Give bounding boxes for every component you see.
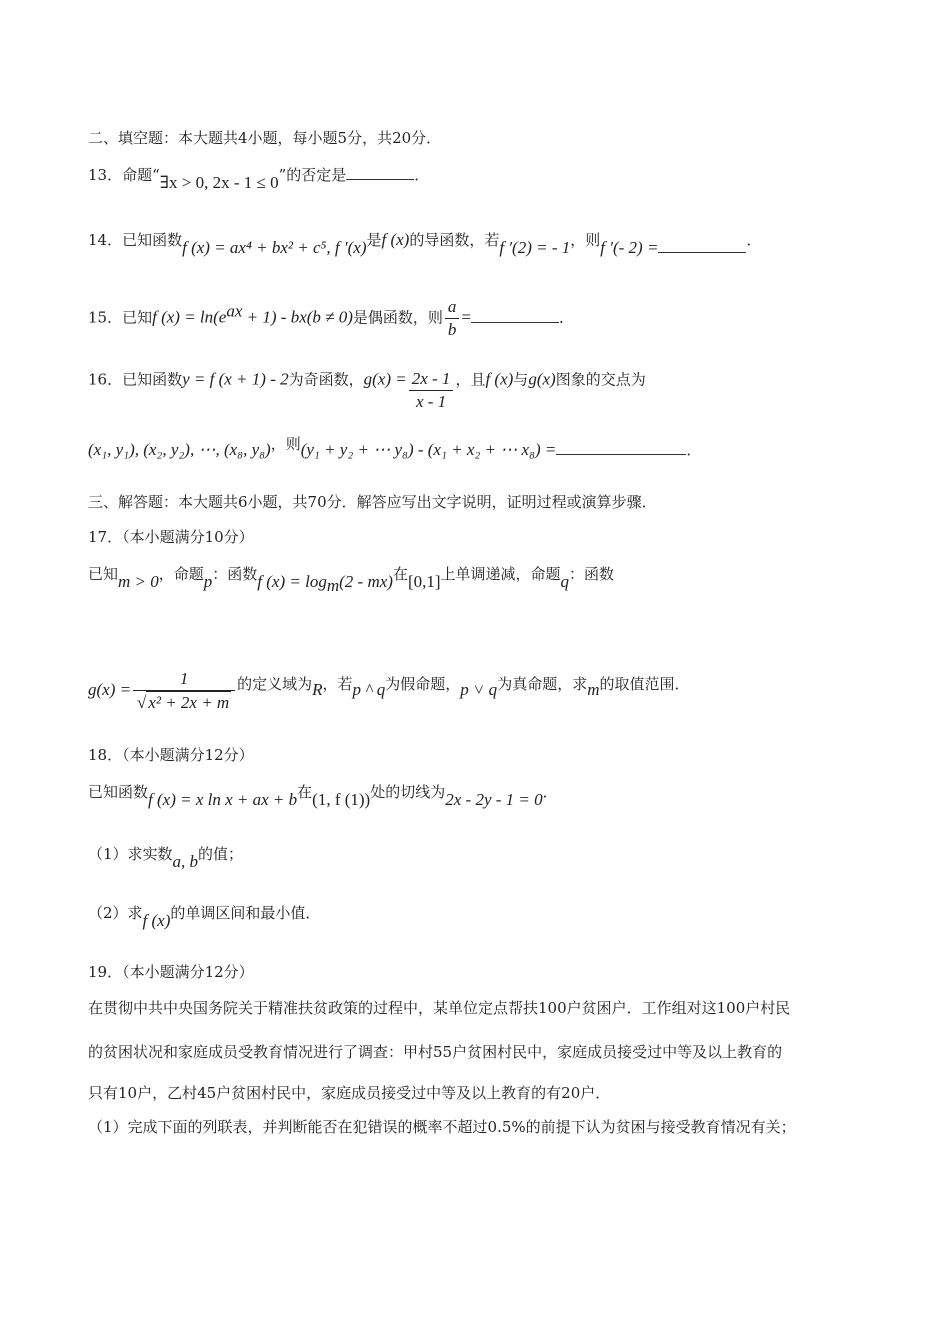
q16-intersection-points: (x₁, y₁), (x₂, y₂), ⋯, (x₈, y₈) <box>88 440 271 459</box>
question-13 <box>88 165 430 192</box>
q15-pre: 已知 <box>122 308 153 327</box>
section-3-heading: 三、解答题：本大题共6小题，共70分．解答应写出文字说明，证明过程或演算步骤． <box>88 493 657 511</box>
question-19-line-3: 只有10户，乙村45户贫困村民中，家庭成员接受过中等及以上教育的有20户． <box>88 1084 611 1102</box>
q18-p2-post: 的单调区间和最小值． <box>170 904 321 922</box>
q13-number: 13． <box>88 166 123 184</box>
q17-g-denominator-wrap <box>134 691 234 714</box>
q16-fraction-numerator: 2x - 1 <box>409 368 454 391</box>
q17-g-fraction <box>133 668 235 714</box>
q16-pre: 已知函数 <box>122 370 183 389</box>
q14-pre: 已知函数 <box>122 231 183 249</box>
q17-g-pre: g(x) = <box>88 680 132 699</box>
question-15 <box>88 296 574 341</box>
q16-answer-blank <box>556 440 686 455</box>
q15-fraction-denominator: b <box>447 320 457 339</box>
question-17-line-1 <box>88 564 615 595</box>
q17-m2: p <box>203 572 213 591</box>
q16-fraction-denominator: x - 1 <box>415 392 447 411</box>
question-16 <box>88 358 646 411</box>
q13-math: ∃x > 0, 2x - 1 ≤ 0 <box>159 173 279 192</box>
q16-post: 图象的交点为 <box>555 370 646 389</box>
q16-math-1: y = f (x + 1) - 2 <box>182 369 289 389</box>
q18-t2: 在 <box>297 783 313 801</box>
q17-m7: R <box>312 680 323 699</box>
sqrt-icon: √ <box>136 693 147 712</box>
q16-mid-2: ，且 <box>455 370 486 389</box>
q17-m10: m <box>587 680 600 699</box>
q14-math-3: f ′(2) = - 1 <box>499 238 571 257</box>
q15-fraction <box>445 296 460 341</box>
question-18-part-2 <box>88 903 321 930</box>
q18-t3: 处的切线为 <box>370 783 446 801</box>
q14-mid-2: 的导函数，若 <box>409 231 500 249</box>
q16-fraction <box>409 368 454 413</box>
q14-math-2: f (x) <box>381 230 410 249</box>
q14-math-4: f ′(- 2) = <box>600 238 659 257</box>
q16-mid-3: 与 <box>513 370 529 389</box>
q18-p2-pre: （2）求 <box>88 904 143 922</box>
q15-fraction-numerator: a <box>445 296 460 319</box>
question-16-line-2 <box>88 435 702 460</box>
q18-m3: 2x - 2y - 1 = 0 <box>445 790 543 809</box>
q16-math-2: g(x) = <box>363 369 407 389</box>
q15-equals: = <box>461 307 472 327</box>
q17-m4: [0,1] <box>407 572 441 591</box>
q18-p1-post: 的值； <box>198 845 244 863</box>
q14-mid-1: 是 <box>366 231 382 249</box>
q17-t4: 在 <box>392 565 408 583</box>
question-19-line-2: 的贫困状况和家庭成员受教育情况进行了调查：甲村55户贫困村民中，家庭成员接受过中等及以上教育的 <box>88 1043 783 1061</box>
q17-t6: ：函数 <box>569 565 615 583</box>
q13-post: ”的否定是 <box>278 166 347 184</box>
q17-m3b: (2 - mx) <box>339 572 393 591</box>
q17-t3: ：函数 <box>212 565 258 583</box>
q17-t10: 为真命题，求 <box>497 675 588 693</box>
question-18-title: 18．（本小题满分12分） <box>88 746 254 764</box>
question-17-line-2 <box>88 668 690 714</box>
q17-t11: 的取值范围． <box>599 675 690 693</box>
q17-t1: 已知 <box>88 565 119 583</box>
q15-exponent: ax <box>226 301 243 321</box>
q13-answer-blank <box>346 165 414 180</box>
q16-end: ． <box>686 441 702 459</box>
question-18-line-1 <box>88 782 558 809</box>
q17-m5: q <box>560 572 570 591</box>
question-19-part-1: （1）完成下面的列联表，并判断能否在犯错误的概率不超过0.5%的前提下认为贫困与接受教育情况有关； <box>88 1118 796 1136</box>
q16-math-4: g(x) <box>528 369 556 389</box>
q14-number: 14． <box>88 231 123 249</box>
q18-m1: f (x) = x ln x + ax + b <box>148 790 298 809</box>
q18-p1-math: a, b <box>172 852 199 871</box>
q17-m9: p ˅ q <box>460 680 498 699</box>
q15-answer-blank <box>471 308 559 323</box>
q16-math-3: f (x) <box>485 369 514 389</box>
q17-m1: m > 0 <box>118 572 159 591</box>
q17-t8: ，若 <box>322 675 353 693</box>
question-14 <box>88 230 762 257</box>
q15-math-1: f (x) = ln(e <box>152 307 227 327</box>
q17-t7: 的定义域为 <box>237 675 313 693</box>
q14-math-1: f (x) = ax⁴ + bx² + c⁵, f ′(x) <box>182 238 367 257</box>
q18-m2: (1, f (1)) <box>312 790 371 809</box>
q18-p1-pre: （1）求实数 <box>88 845 173 863</box>
q15-end: ． <box>559 308 575 327</box>
q16-sum-expression: (y₁ + y₂ + ⋯ y₈) - (x₁ + x₂ + ⋯ x₈) = <box>300 440 557 459</box>
q17-t5: 上单调递减，命题 <box>440 565 561 583</box>
q17-t9: 为假命题， <box>385 675 461 693</box>
section-2-heading: 二、填空题：本大题共4小题，每小题5分，共20分． <box>88 129 442 147</box>
q14-end: ． <box>746 231 762 249</box>
q18-t4: ． <box>542 783 558 801</box>
q16-mid-1: 为奇函数， <box>288 370 364 389</box>
q17-log-base: m <box>326 576 340 595</box>
q14-answer-blank <box>658 238 746 253</box>
q16-line2-mid: ，则 <box>270 435 301 453</box>
q15-math-2: + 1) - bx(b ≠ 0) <box>242 307 353 327</box>
q17-t2: ，命题 <box>158 565 204 583</box>
q17-m3: f (x) = log <box>257 572 327 591</box>
q14-mid-3: ，则 <box>570 231 601 249</box>
q17-g-numerator: 1 <box>133 668 235 691</box>
question-18-part-1 <box>88 844 244 871</box>
q18-t1: 已知函数 <box>88 783 149 801</box>
q18-p2-math: f (x) <box>142 911 171 930</box>
question-17-title: 17．（本小题满分10分） <box>88 528 254 546</box>
q16-number: 16． <box>88 370 123 389</box>
q15-number: 15． <box>88 308 123 327</box>
question-19-title: 19．（本小题满分12分） <box>88 963 254 981</box>
q17-g-denominator: x² + 2x + m <box>148 693 230 712</box>
q17-m8: p ^ q <box>352 680 386 699</box>
q13-end: ． <box>414 166 430 184</box>
q13-pre: 命题“ <box>122 166 160 184</box>
q15-mid: 是偶函数，则 <box>352 308 443 327</box>
question-19-line-1: 在贯彻中共中央国务院关于精准扶贫政策的过程中，某单位定点帮扶100户贫困户．工作组对这100户村民 <box>88 999 791 1017</box>
